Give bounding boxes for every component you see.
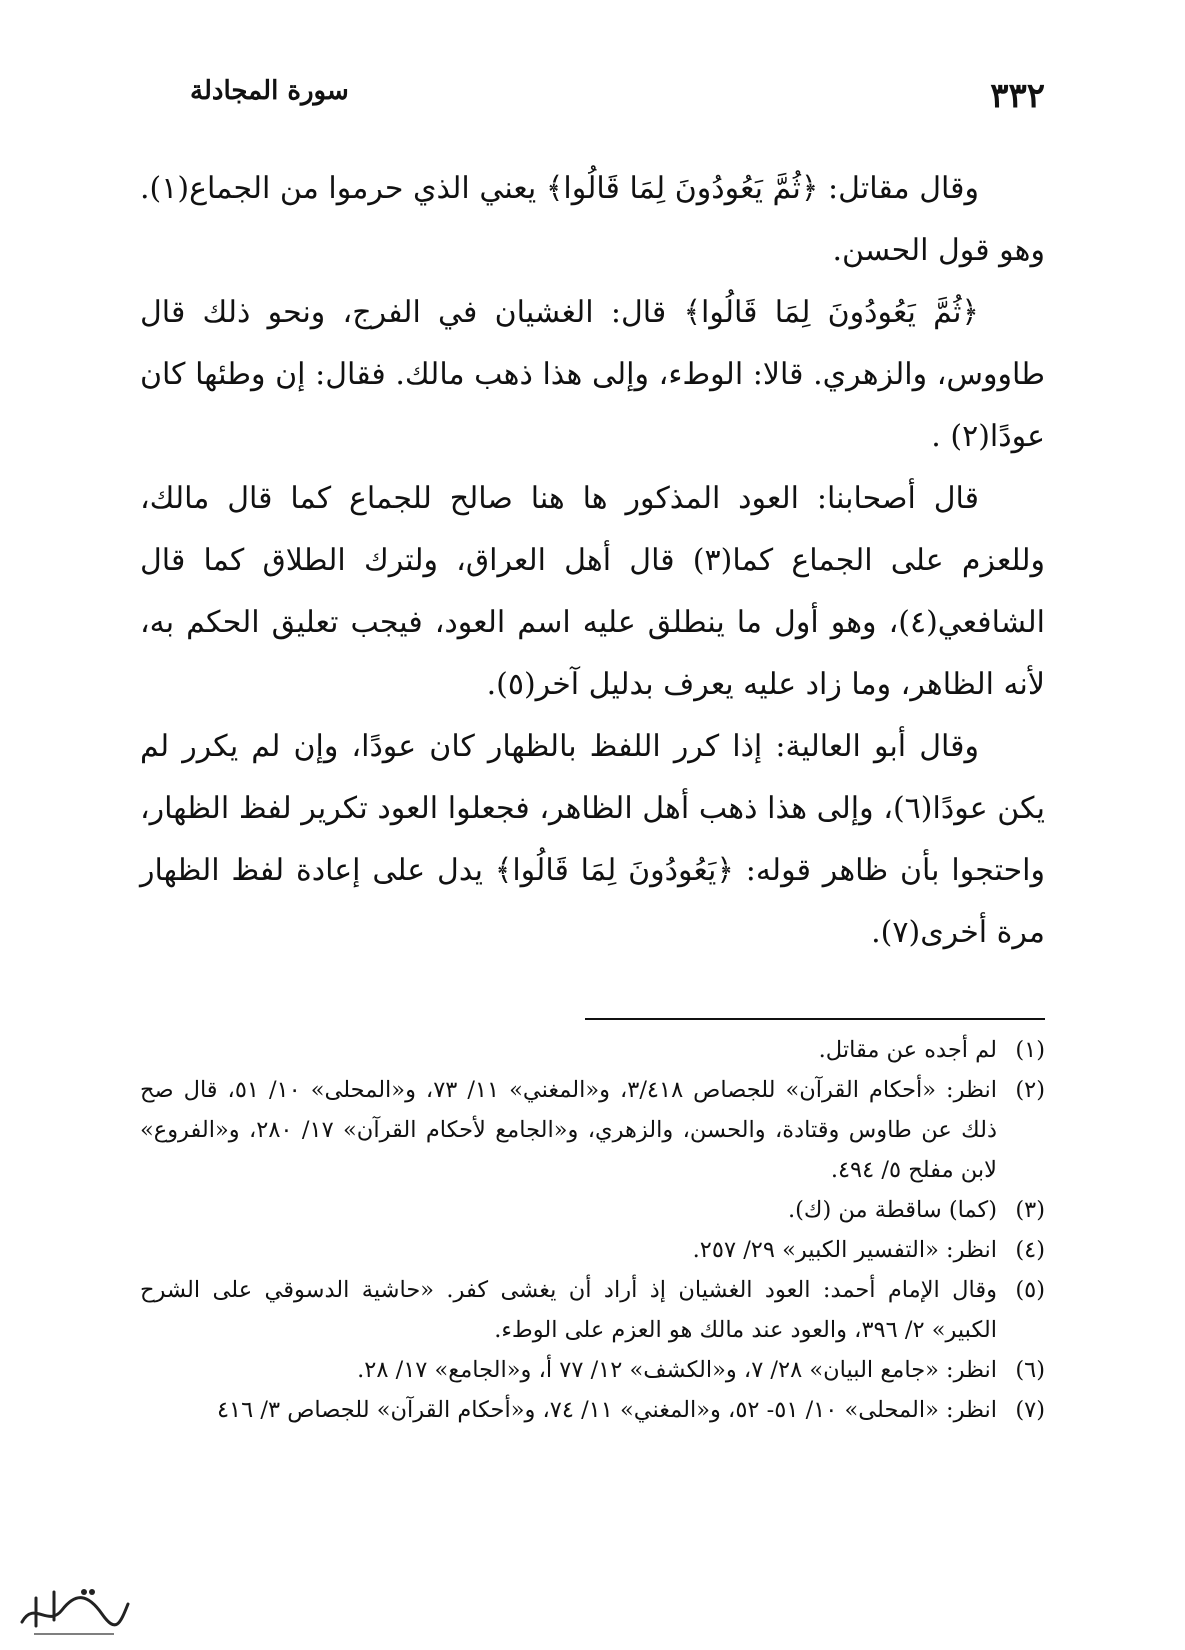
footnote-text: انظر: «المحلى» ١٠/ ٥١- ٥٢، و«المغني» ١١/ ٧٤، و«أحكام القرآن» للجصاص ٣/ ٤١٦ xyxy=(216,1397,997,1423)
body-text xyxy=(140,158,1045,964)
footnote-number: (٢) xyxy=(1015,1077,1045,1103)
page-header xyxy=(190,70,1045,120)
footnote-2 xyxy=(140,1070,1045,1190)
footnote-6 xyxy=(140,1350,1045,1390)
footnote-5 xyxy=(140,1270,1045,1350)
footnote-text: وقال الإمام أحمد: العود الغشيان إذ أراد أن يغشى كفر. «حاشية الدسوقي على الشرح الكبير» ٢/ ٣٩٦، والعود عند مالك هو العزم على الوطء. xyxy=(140,1277,997,1343)
almustafa-logo-icon xyxy=(14,1580,134,1640)
footnote-number: (٤) xyxy=(1015,1237,1045,1263)
footnote-number: (٣) xyxy=(1015,1197,1045,1223)
footnote-text: لم أجده عن مقاتل. xyxy=(818,1037,997,1063)
footnote-4 xyxy=(140,1230,1045,1270)
running-title: سورة المجادلة xyxy=(190,76,349,106)
footnote-number: (٦) xyxy=(1015,1357,1045,1383)
footnote-7 xyxy=(140,1390,1045,1430)
footnotes xyxy=(140,1030,1045,1430)
footnote-text: انظر: «جامع البيان» ٢٨/ ٧، و«الكشف» ١٢/ ٧٧ أ، و«الجامع» ١٧/ ٢٨. xyxy=(357,1357,997,1383)
footnote-separator xyxy=(585,1018,1045,1020)
footnote-text: انظر: «التفسير الكبير» ٢٩/ ٢٥٧. xyxy=(692,1237,997,1263)
footnote-number: (٧) xyxy=(1015,1397,1045,1423)
footnote-1 xyxy=(140,1030,1045,1070)
paragraph-4: وقال أبو العالية: إذا كرر اللفظ بالظهار كان عودًا، وإن لم يكرر لم يكن عودًا(٦)، وإلى هذا ذهب أهل الظاهر، فجعلوا العود تكرير لفظ الظهار، واحتجوا بأن ظاهر قوله: ﴿يَعُودُونَ لِمَا قَالُوا﴾ يدل على إعادة لفظ الظهار مرة أخرى(٧). xyxy=(140,729,1045,950)
paragraph-2: ﴿ثُمَّ يَعُودُونَ لِمَا قَالُوا﴾ قال: الغشيان في الفرج، ونحو ذلك قال طاووس، والزهري. قالا: الوطء، وإلى هذا ذهب مالك. فقال: إن وطئها كان عودًا(٢) . xyxy=(140,295,1046,454)
footnote-number: (٥) xyxy=(1015,1277,1045,1303)
footnote-3 xyxy=(140,1190,1045,1230)
footnote-text: انظر: «أحكام القرآن» للجصاص ٣/٤١٨، و«المغني» ١١/ ٧٣، و«المحلى» ١٠/ ٥١، قال صح ذلك عن طاوس وقتادة، والحسن، والزهري، و«الجامع لأحكام القرآن» ١٧/ ٢٨٠، و«الفروع» لابن مفلح ٥/ ٤٩٤. xyxy=(140,1077,998,1183)
paragraph-1: وقال مقاتل: ﴿ثُمَّ يَعُودُونَ لِمَا قَالُوا﴾ يعني الذي حرموا من الجماع(١). وهو قول الحسن. xyxy=(140,171,1045,268)
footnote-text: (كما) ساقطة من (ك). xyxy=(787,1197,997,1223)
page-number: ٣٣٢ xyxy=(990,76,1045,116)
footnote-number: (١) xyxy=(1015,1037,1045,1063)
paragraph-3: قال أصحابنا: العود المذكور ها هنا صالح للجماع كما قال مالك، وللعزم على الجماع كما(٣) قال أهل العراق، ولترك الطلاق كما قال الشافعي(٤)، وهو أول ما ينطلق عليه اسم العود، فيجب تعليق الحكم به، لأنه الظاهر، وما زاد عليه يعرف بدليل آخر(٥). xyxy=(140,481,1045,702)
